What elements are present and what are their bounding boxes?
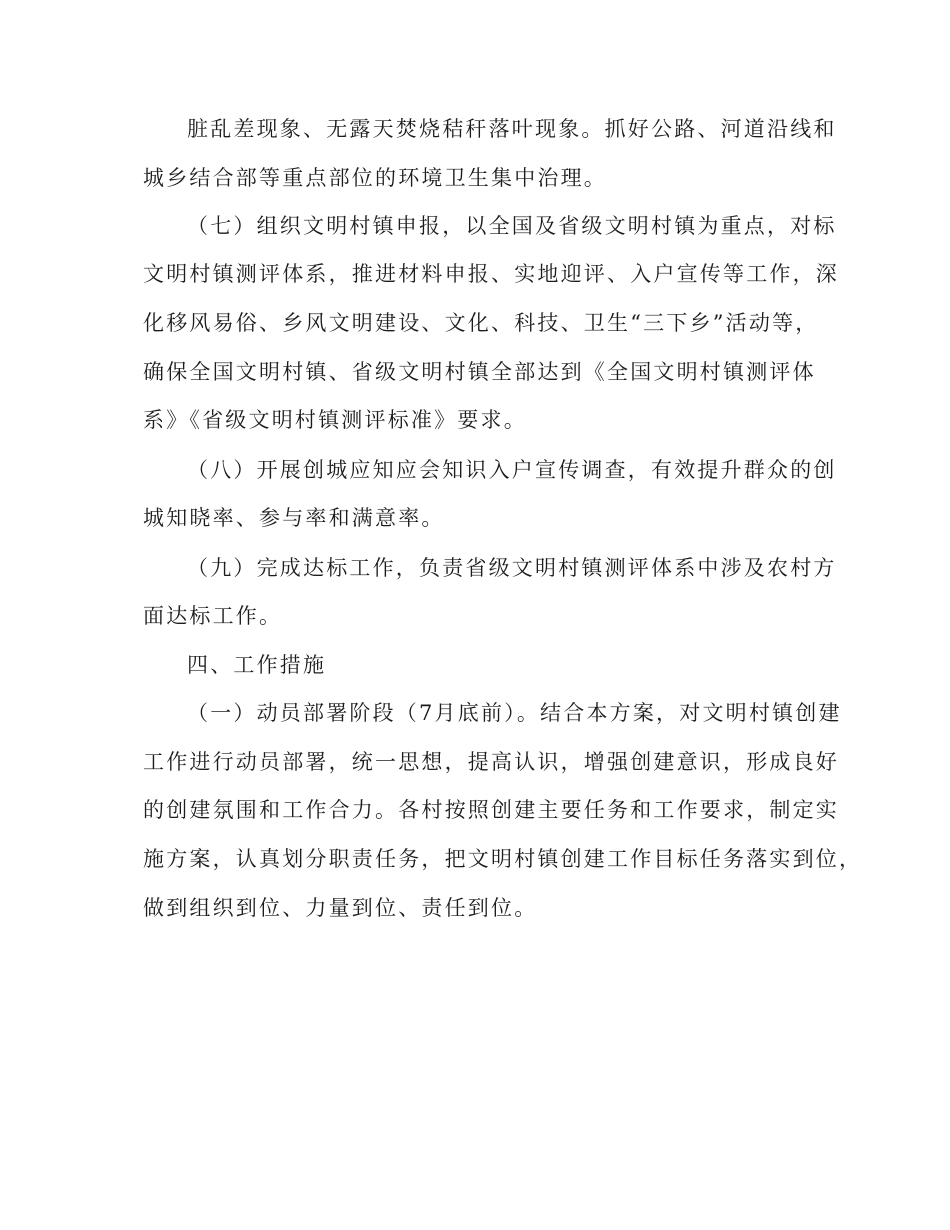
text-line: 确保全国文明村镇、省级文明村镇全部达到《全国文明村镇测评体 xyxy=(143,360,816,384)
text-line: （八）开展创城应知应会知识入户宣传调查，有效提升群众的创 xyxy=(187,458,837,482)
text-line: 的创建氛围和工作合力。各村按照创建主要任务和工作要求，制定实 xyxy=(143,798,839,822)
text-line: 做到组织到位、力量到位、责任到位。 xyxy=(143,896,538,920)
text-line: 工作进行动员部署，统一思想，提高认识，增强创建意识，形成良好 xyxy=(143,750,839,774)
text-line: 城知晓率、参与率和满意率。 xyxy=(143,506,445,530)
text-line: （一）动员部署阶段（7月底前）。结合本方案，对文明村镇创建 xyxy=(187,701,842,725)
text-line: 面达标工作。 xyxy=(143,604,283,628)
text-line: 系》《省级文明村镇测评标准》要求。 xyxy=(143,408,527,432)
text-line: 脏乱差现象、无露天焚烧秸秆落叶现象。抓好公路、河道沿线和 xyxy=(187,117,837,141)
text-line: 施方案，认真划分职责任务，把文明村镇创建工作目标任务落实到位， xyxy=(143,847,863,871)
text-line: 文明村镇测评体系，推进材料申报、实地迎评、入户宣传等工作，深 xyxy=(143,262,839,286)
text-line: （七）组织文明村镇申报，以全国及省级文明村镇为重点，对标 xyxy=(187,214,837,238)
text-line: 化移风易俗、乡风文明建设、文化、科技、卫生“三下乡”活动等， xyxy=(143,311,819,335)
text-line: 城乡结合部等重点部位的环境卫生集中治理。 xyxy=(143,166,607,190)
section-heading: 四、工作措施 xyxy=(187,653,327,677)
text-line: （九）完成达标工作，负责省级文明村镇测评体系中涉及农村方 xyxy=(187,556,837,580)
